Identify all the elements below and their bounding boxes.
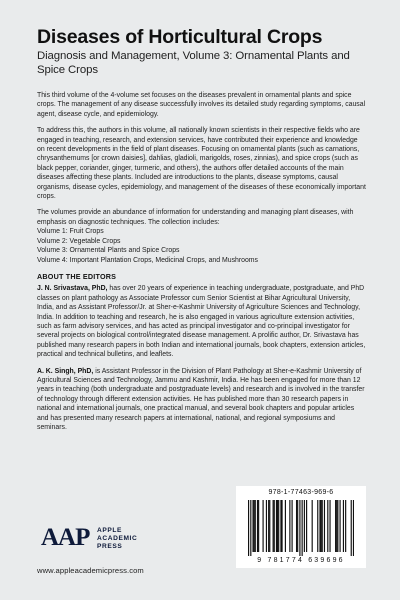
barcode-bar: [336, 500, 337, 552]
editor-bio: [37, 367, 366, 433]
barcode-bar: [335, 500, 336, 552]
volume-item: Volume 3: Ornamental Plants and Spice Crops: [37, 247, 180, 255]
editor-name: J. N. Srivastava, PhD,: [37, 285, 108, 293]
barcode-bar: [296, 500, 297, 552]
aap-logo-icon: AAP: [41, 524, 90, 551]
barcode-bar: [250, 500, 251, 556]
barcode-bar: [277, 500, 278, 552]
barcode-bar: [306, 500, 307, 552]
editor-bio-text: is Assistant Professor in the Division of Plant Pathology at Sher-e-Kashmir University of Agricultural Sciences and Technology, Jammu and Kashmir, India. He has been engaged for more than 12 years in teaching (both undergraduate and postgraduate levels) and research and is involved in the transfer of technology through different extension activities. He has published more than 30 research papers in national and international journals, one practical manual, and several book chapters and popular articles and has presented many research papers at international, national, and regional symposiums and seminars.: [37, 367, 365, 431]
barcode-bar: [281, 500, 282, 552]
barcode-bar: [289, 500, 290, 552]
barcode-digits: 9 781774 639696: [257, 557, 345, 564]
barcode-bar: [255, 500, 256, 552]
paragraph-collection: The volumes provide an abundance of information for understanding and managing plant diseases, with emphasis on diagnostic techniques. The collection includes:: [37, 209, 354, 226]
barcode-bar: [269, 500, 270, 552]
barcode-bar: [345, 500, 346, 552]
volume-item: Volume 2: Vegetable Crops: [37, 237, 121, 245]
barcode-bar: [280, 500, 281, 552]
editor-bio: [37, 284, 366, 359]
barcode-bar: [285, 500, 286, 552]
barcode-bar: [324, 500, 325, 552]
publisher-name-line: PRESS: [97, 542, 123, 550]
isbn-number: 978-1-77463-969-6: [268, 489, 334, 496]
isbn-barcode-panel: [236, 486, 366, 568]
barcode-bar: [268, 500, 269, 552]
book-subtitle: Diagnosis and Management, Volume 3: Ornamental Plants and Spice Crops: [37, 50, 350, 76]
book-title: Diseases of Horticultural Crops: [37, 26, 323, 48]
barcode-bar: [329, 500, 330, 552]
barcode-bar: [322, 500, 323, 552]
barcode-bar: [337, 500, 338, 552]
barcode-bar: [276, 500, 277, 552]
volume-item: Volume 4: Important Plantation Crops, Medicinal Crops, and Mushrooms: [37, 256, 258, 264]
barcode-bar: [258, 500, 259, 552]
editor-bio-text: has over 20 years of experience in teaching undergraduate, postgraduate, and PhD classes on plant pathology as Associate Professor cum Senior Scientist at Bihar Agricultural University, India, and as Assistant Professor/Jr. at Sher-e-Kashmir University of Agriculture Sciences and Technology, India. In addition to teaching and research, he is also engaged in various agriculture extension activities, such as farm advisory services, and has acted as principal investigator and co-principal investigator for several projects on biological control/integrated disease management. A prolific author, Dr. Srivastava has published many research papers in both Indian and international journals, book chapters, extension articles, practical and technical bulletins, and leaflets.: [37, 285, 366, 359]
barcode-bar: [327, 500, 328, 552]
barcode-bar: [321, 500, 322, 552]
barcode-bar: [351, 500, 352, 556]
barcode-bar: [299, 500, 300, 556]
editor-name: A. K. Singh, PhD,: [37, 367, 94, 375]
volume-item: Volume 1: Fruit Crops: [37, 228, 104, 236]
barcode-bar: [319, 500, 320, 552]
barcode-bar: [273, 500, 274, 552]
barcode-bar: [304, 500, 305, 552]
about-editors-heading: ABOUT THE EDITORS: [37, 271, 117, 281]
barcode-bar: [353, 500, 354, 556]
barcode-bar: [343, 500, 344, 552]
paragraph-intro: This third volume of the 4-volume set focuses on the diseases prevalent in ornamental plants and spice crops. The management of any disease successfully involves its detailed study regarding symptoms, causal agent, disease cycle, and epidemiology.: [37, 92, 366, 118]
cover-footer: [37, 480, 366, 580]
barcode-bar: [274, 500, 275, 552]
barcode-bar: [292, 500, 293, 552]
publisher-name-line: ACADEMIC: [97, 534, 138, 542]
barcode-bar: [278, 500, 279, 552]
description: [37, 91, 366, 432]
barcode-bar: [266, 500, 267, 552]
barcode-bar: [248, 500, 249, 556]
barcode-bar: [297, 500, 298, 552]
barcode-bar: [257, 500, 258, 552]
barcode-bar: [263, 500, 264, 552]
barcode-bar: [254, 500, 255, 552]
barcode-bar: [317, 500, 318, 552]
publisher-logo: [41, 524, 141, 554]
barcode-bar: [312, 500, 313, 552]
publisher-name-line: APPLE: [97, 527, 122, 534]
paragraph-authors: To address this, the authors in this volume, all nationally known scientists in their respective fields who are engaged in teaching, research, and extension services, have contributed their experience and knowledge on recent developments in the field of plant diseases. Focusing on ornamental plants (such as carnations, chrysanthemums [or crown daisies], dahlias, gladioli, marigolds, roses, zinnias), and spice crops (such as black pepper, coriander, ginger, turmeric, and others), the authors offer detailed accounts of the main diseases affecting these plants. Included are introductions to the plants, disease symptoms, causal organisms, disease cycles, epidemiology, and management of the diseases of these economically important crops.: [37, 127, 366, 201]
barcode-bar: [302, 500, 303, 556]
barcode-icon: [248, 500, 354, 556]
publisher-website: www.appleacademicpress.com: [37, 566, 144, 575]
publisher-name: [97, 527, 137, 550]
barcode-bar: [339, 500, 340, 552]
volume-list: [37, 227, 366, 265]
barcode-bar: [252, 500, 253, 552]
